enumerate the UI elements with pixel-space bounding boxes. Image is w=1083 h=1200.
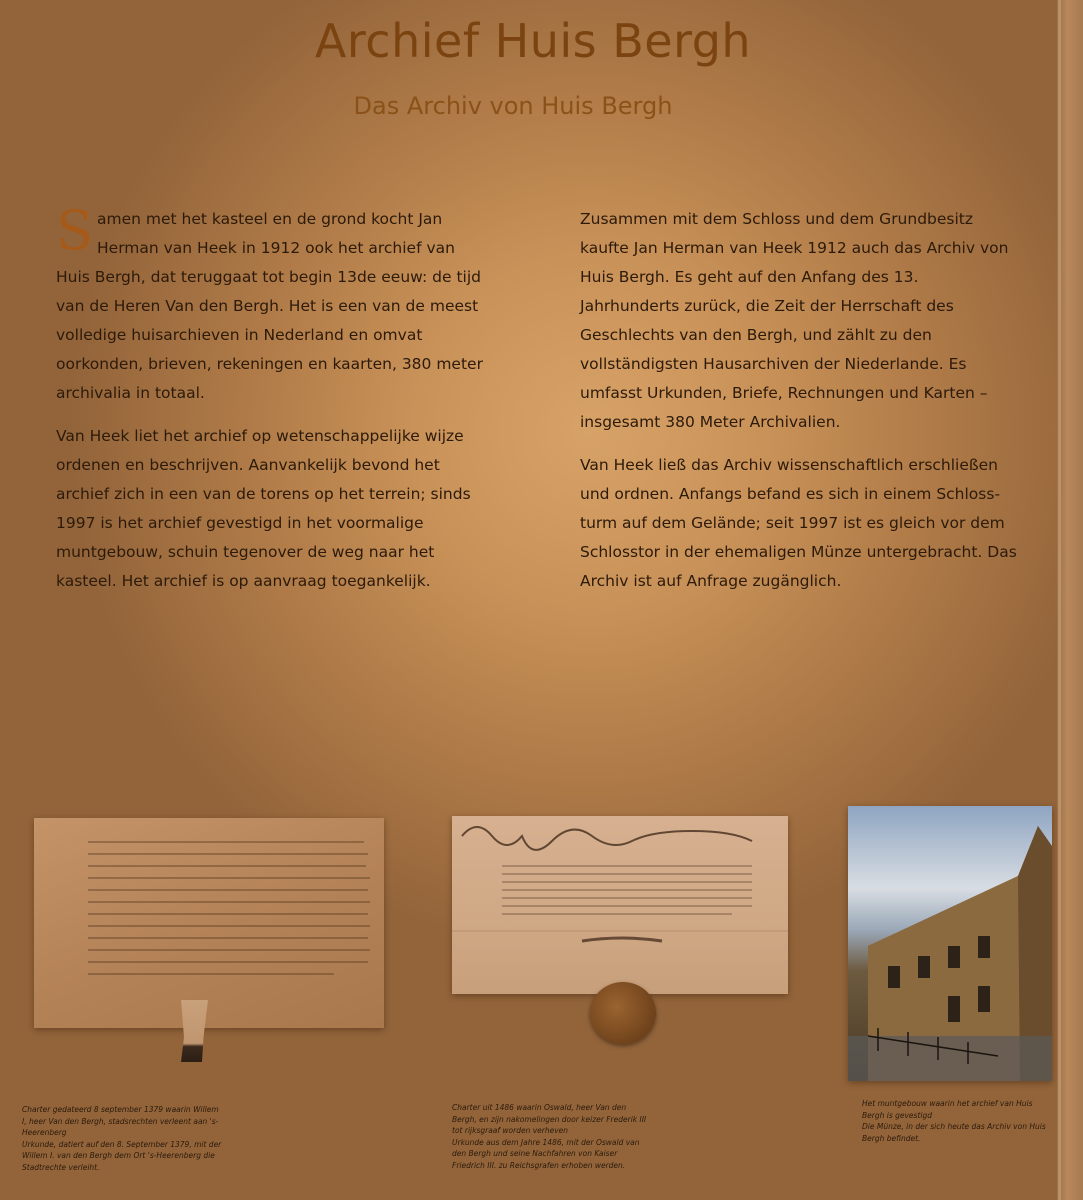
german-paragraph-2: Van Heek ließ das Archiv wissenschaftlich erschließen und ordnen. Anfangs befand es sich in einem Schloss-turm auf dem Gelände; seit 1997 ist es gleich vor dem Schlosstor in der ehemaligen Münze untergebracht. Das Archiv ist auf Anfrage zugänglich. bbox=[580, 456, 1017, 590]
panel-title: Archief Huis Bergh bbox=[314, 14, 752, 68]
german-text-column bbox=[580, 205, 1020, 610]
dutch-paragraph-1-text: amen met het kasteel en de grond kocht Jan Herman van Heek in 1912 ook het archief van Huis Bergh, dat teruggaat tot begin 13de eeuw: de tijd van de Heren Van den Bergh. Het is een van de meest volledige huisarchieven in Nederland en omvat oorkonden, brieven, rekeningen en kaarten, 380 meter archivalia in totaal. bbox=[56, 210, 483, 402]
caption-charter-1486-dutch: Charter uit 1486 waarin Oswald, heer Van den Bergh, en zijn nakomelingen door keizer Frederik III tot rijksgraaf worden verheven bbox=[452, 1103, 647, 1135]
caption-charter-1486-german: Urkunde aus dem Jahre 1486, mit der Oswald van den Bergh und seine Nachfahren von Kaiser Friedrich III. zu Reichsgrafen erhoben werden. bbox=[452, 1137, 640, 1170]
caption-mint-building-dutch: Het muntgebouw waarin het archief van Huis Bergh is gevestigd bbox=[862, 1099, 1033, 1120]
caption-charter-1379-german: Urkunde, datiert auf den 8. September 1379, mit der Willem I. van den Bergh dem Ort 's-Heerenberg die Stadtrechte verleiht. bbox=[22, 1139, 222, 1172]
charter-1379-handwriting bbox=[34, 818, 384, 1028]
charter-1486-image bbox=[452, 816, 788, 994]
panel-edge-highlight bbox=[1058, 0, 1061, 1200]
mint-building-drawing bbox=[848, 806, 1052, 1081]
drop-cap: S bbox=[56, 199, 93, 262]
german-paragraph-1: Zusammen mit dem Schloss und dem Grundbesitz kaufte Jan Herman van Heek 1912 auch das Archiv von Huis Bergh. Es geht auf den Anfang des 13. Jahrhunderts zurück, die Zeit der Herrschaft des Geschlechts van den Bergh, und zählt zu den vollständigsten Hausarchiven der Niederlande. Es umfasst Urkunden, Briefe, Rechnungen und Karten – insgesamt 380 Meter Archivalien. bbox=[580, 210, 1009, 431]
dutch-paragraph-2: Van Heek liet het archief op wetenschappelijke wijze ordenen en beschrijven. Aanvankelijk bevond het archief zich in een van de torens op het terrein; sinds 1997 is het archief gevestigd in het voormalige muntgebouw, schuin tegenover de weg naar het kasteel. Het archief is op aanvraag toegankelijk. bbox=[56, 427, 471, 590]
dutch-text-column bbox=[56, 199, 486, 610]
charter-1486-handwriting bbox=[452, 816, 788, 994]
caption-charter-1379-dutch: Charter gedateerd 8 september 1379 waarin Willem I, heer Van den Bergh, stadsrechten verleent aan 's-Heerenberg bbox=[22, 1105, 219, 1137]
mint-building-photo bbox=[848, 806, 1052, 1081]
panel-subtitle: Das Archiv von Huis Bergh bbox=[353, 92, 673, 120]
caption-charter-1379 bbox=[22, 1104, 222, 1173]
dutch-paragraph-1 bbox=[56, 199, 486, 408]
caption-charter-1486 bbox=[452, 1102, 652, 1171]
charter-1379-image bbox=[34, 818, 384, 1028]
caption-mint-building-german: Die Münze, in der sich heute das Archiv von Huis Bergh befindet. bbox=[862, 1122, 1046, 1143]
caption-mint-building bbox=[862, 1098, 1052, 1144]
charter-1486-wax-seal bbox=[590, 982, 656, 1044]
